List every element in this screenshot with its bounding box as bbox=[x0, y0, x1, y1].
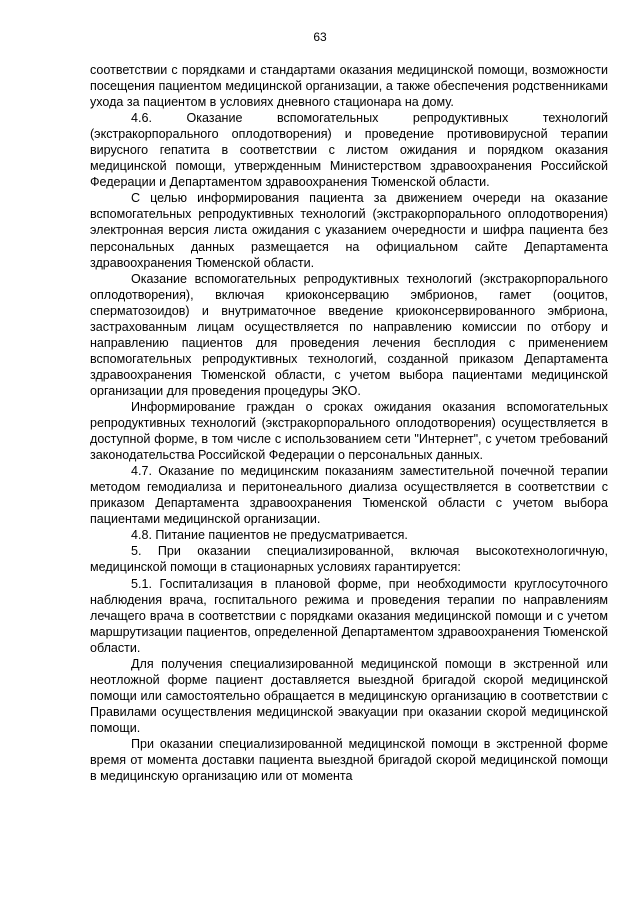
paragraph-5: 5. При оказании специализированной, включая высокотехнологичную, медицинской помощи в стационарных условиях гарантируется: bbox=[90, 544, 608, 575]
paragraph-emergency-delivery: Для получения специализированной медицинской помощи в экстренной или неотложной форме пациент доставляется выездной бригадой скорой медицинской помощи или самостоятельно обращается в медицинскую организацию в соответствии с Правилами осуществления медицинской эвакуации при оказании скорой медицинской помощи. bbox=[90, 656, 608, 735]
paragraph-4-6: 4.6. Оказание вспомогательных репродуктивных технологий (экстракорпорального оплодотворения) и проведение противовирусной терапии вирусного гепатита в соответствии с листом ожидания и порядком оказания медицинской помощи, утвержденным Министерством здравоохранения Российской Федерации и Департаментом здравоохранения Тюменской области. bbox=[90, 111, 608, 190]
paragraph-emergency-time: При оказании специализированной медицинской помощи в экстренной форме время от момента доставки пациента выездной бригадой скорой медицинской помощи в медицинскую организацию или от момента bbox=[90, 736, 608, 784]
body-text bbox=[90, 62, 608, 784]
paragraph-5-1: 5.1. Госпитализация в плановой форме, при необходимости круглосуточного наблюдения врача, госпитального режима и проведения терапии по направлениям лечащего врача в соответствии с порядками оказания медицинской помощи и с учетом маршрутизации пациентов, определенной Департаментом здравоохранения Тюменской области. bbox=[90, 576, 608, 655]
paragraph-waiting-info: Информирование граждан о сроках ожидания оказания вспомогательных репродуктивных технологий (экстракорпорального оплодотворения) осуществляется в доступной форме, в том числе с использованием сети "Интернет", с учетом требований законодательства Российской Федерации о персональных данных. bbox=[90, 399, 608, 463]
paragraph-4-8: 4.8. Питание пациентов не предусматривается. bbox=[131, 528, 408, 543]
paragraph-continuation: соответствии с порядками и стандартами оказания медицинской помощи, возможности посещения пациентом медицинской организации, а также обеспечения родственниками ухода за пациентом в условиях дневного стационара на дому. bbox=[90, 63, 608, 110]
paragraph-queue-info: С целью информирования пациента за движением очереди на оказание вспомогательных репродуктивных технологий (экстракорпорального оплодотворения) электронная версия листа ожидания с указанием очередности и шифра пациента без персональных данных размещается на официальном сайте Департамента здравоохранения Тюменской области. bbox=[90, 191, 608, 270]
page-number: 63 bbox=[313, 30, 327, 44]
paragraph-4-7: 4.7. Оказание по медицинским показаниям заместительной почечной терапии методом гемодиализа и перитонеального диализа осуществляется в соответствии с приказом Департамента здравоохранения Тюменской области с учетом выбора пациентами медицинской организации. bbox=[90, 464, 608, 527]
paragraph-eco-referral: Оказание вспомогательных репродуктивных технологий (экстракорпорального оплодотворения), включая криоконсервацию эмбрионов, гамет (ооцитов, сперматозоидов) и внутриматочное введение криоконсервированного эмбриона, застрахованным лицам осуществляется по направлению комиссии по отбору и направлению пациентов для проведения лечения бесплодия с применением вспомогательных репродуктивных технологий, созданной приказом Департамента здравоохранения Тюменской области, с учетом выбора пациентами медицинской организации для проведения процедуры ЭКО. bbox=[90, 271, 608, 398]
